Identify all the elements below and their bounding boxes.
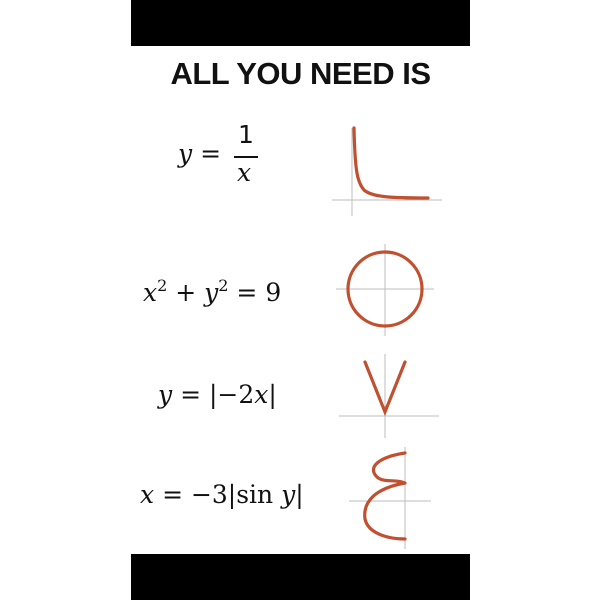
equation-circle: $x^2 + y^2 = 9$ — [143, 276, 282, 307]
headline: ALL YOU NEED IS — [170, 56, 431, 91]
equation-sine: x = −3|sin y| — [140, 480, 304, 509]
graph-letter-o — [330, 240, 440, 340]
fraction-denominator: x — [237, 158, 252, 187]
bottom-black-bar — [131, 554, 470, 600]
graph-e-curve — [365, 453, 405, 539]
graph-letter-v — [335, 350, 445, 440]
fraction-numerator: 1 — [238, 120, 254, 149]
top-black-bar — [131, 0, 470, 46]
graph-l-curve — [354, 128, 428, 198]
graph-letter-l — [320, 120, 450, 220]
graph-letter-e — [345, 445, 435, 550]
equation-reciprocal-lhs: y = — [178, 139, 222, 168]
equation-absolute-value: y = |−2x| — [158, 380, 277, 409]
